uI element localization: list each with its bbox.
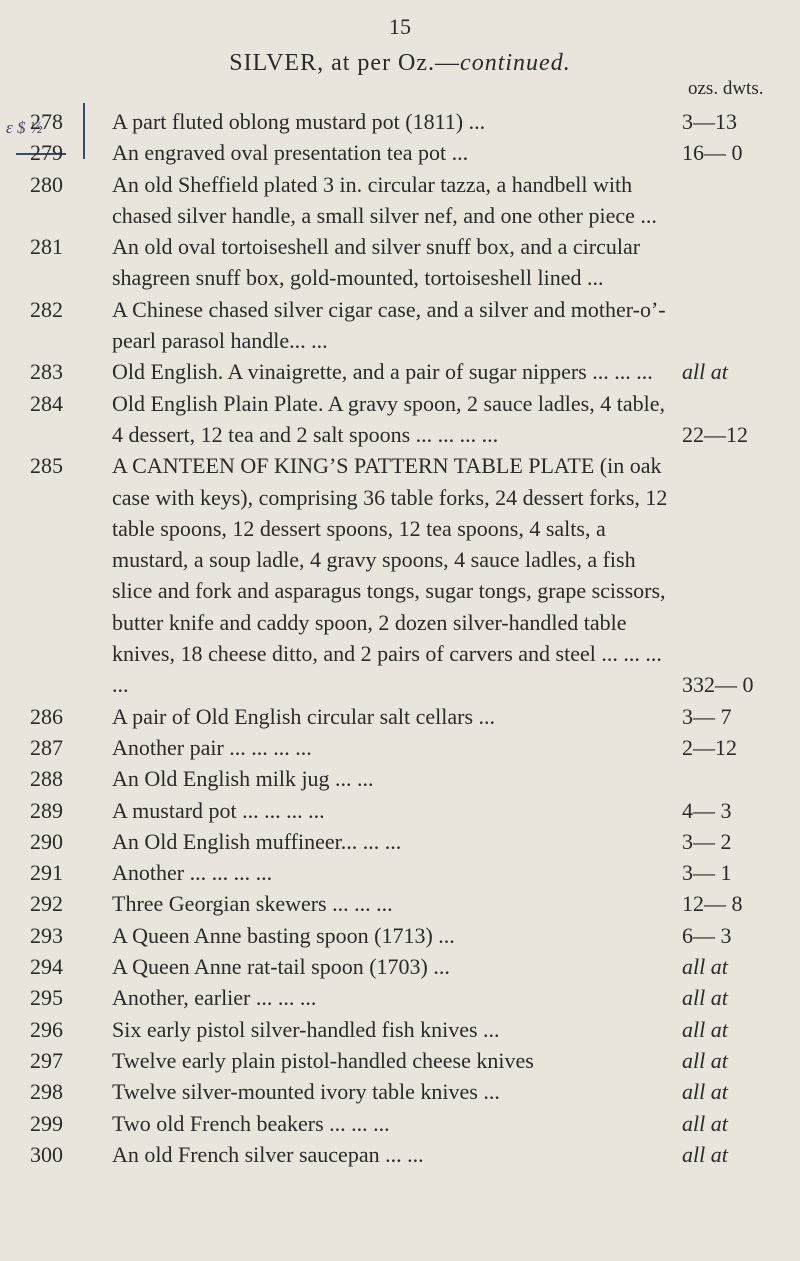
lot-description: Another, earlier ... ... ... [112, 985, 317, 1011]
lot-description: A mustard pot ... ... ... ... [112, 797, 325, 823]
lot-price: all at [682, 1110, 728, 1136]
lot-price: 3— 7 [682, 703, 732, 729]
column-header: ozs. dwts. [688, 78, 764, 99]
lot-row [0, 763, 800, 794]
lot-row [0, 1139, 800, 1170]
lot-number: 293 [30, 922, 63, 948]
lot-row [0, 388, 800, 451]
lot-row [0, 951, 800, 982]
lot-list [0, 106, 800, 1170]
lot-price: 3— 1 [682, 860, 732, 886]
lot-number: 278 [30, 109, 63, 134]
lot-row [0, 1014, 800, 1045]
lot-row [0, 356, 800, 387]
heading-continued: continued. [460, 50, 571, 76]
lot-description: A Queen Anne rat-tail spoon (1703) ... [112, 954, 450, 980]
lot-row [0, 137, 800, 168]
heading-main: SILVER, at per Oz.— [229, 50, 461, 76]
lot-row [0, 982, 800, 1013]
lot-price: 22—12 [682, 421, 748, 447]
lot-number: 291 [30, 860, 63, 886]
lot-price: all at [682, 1141, 728, 1167]
lot-number: 281 [30, 234, 63, 260]
lot-description: Twelve silver-mounted ivory table knives ... [112, 1079, 500, 1105]
lot-description: An old French silver saucepan ... ... [112, 1141, 424, 1167]
lot-row [0, 857, 800, 888]
page-heading [0, 50, 800, 77]
lot-description: An old Sheffield plated 3 in. circular tazza, a handbell with chased silver handle, a small silver nef, and one other piece ... [112, 171, 657, 228]
lot-row [0, 169, 800, 232]
lot-description: An engraved oval presentation tea pot ... [112, 140, 469, 166]
lot-number: 280 [30, 171, 63, 197]
lot-price: all at [682, 954, 728, 980]
lot-number: 296 [30, 1016, 63, 1042]
lot-price: all at [682, 1016, 728, 1042]
lot-row [0, 231, 800, 294]
lot-row [0, 1045, 800, 1076]
lot-description: Another ... ... ... ... [112, 860, 273, 886]
lot-price: 6— 3 [682, 922, 732, 948]
lot-number: 289 [30, 797, 63, 823]
lot-price: 12— 8 [682, 891, 743, 917]
lot-price: 16— 0 [682, 140, 743, 166]
lot-row [0, 920, 800, 951]
lot-description: Old English. A vinaigrette, and a pair of sugar nippers ... ... ... [112, 359, 653, 385]
lot-description: Two old French beakers ... ... ... [112, 1110, 390, 1136]
lot-price: 3— 2 [682, 828, 732, 854]
lot-price: 4— 3 [682, 797, 732, 823]
page-number: 15 [389, 14, 411, 39]
lot-row [0, 701, 800, 732]
lot-price: 3—13 [682, 109, 737, 134]
lot-row [0, 795, 800, 826]
lot-description: A pair of Old English circular salt cellars ... [112, 703, 496, 729]
lot-description: A Chinese chased silver cigar case, and a silver and mother-o’-pearl parasol handle... ... [112, 296, 666, 354]
lot-number: 282 [30, 296, 63, 322]
lot-number: 290 [30, 828, 63, 854]
lot-row [0, 732, 800, 763]
lot-description: Old English Plain Plate. A gravy spoon, 2 sauce ladles, 4 table, 4 dessert, 12 tea and 2 salt spoons ... ... ... ... [112, 390, 665, 447]
lot-description: Three Georgian skewers ... ... ... [112, 891, 393, 917]
lot-number: 297 [30, 1047, 63, 1073]
lot-description: An Old English muffineer... ... ... [112, 828, 402, 854]
lot-row [0, 294, 800, 357]
lot-number: 283 [30, 359, 63, 385]
lot-description: Twelve early plain pistol-handled cheese knives [112, 1047, 534, 1073]
lot-description: An Old English milk jug ... ... [112, 766, 374, 792]
lot-row [0, 826, 800, 857]
lot-row [0, 106, 800, 137]
lot-number: 295 [30, 985, 63, 1011]
lot-description: Six early pistol silver-handled fish knives ... [112, 1016, 500, 1042]
lot-number: 294 [30, 954, 63, 980]
lot-number: 298 [30, 1079, 63, 1105]
lot-description: A part fluted oblong mustard pot (1811) ... [112, 109, 486, 134]
lot-row [0, 888, 800, 919]
lot-description: A CANTEEN OF KING’S PATTERN TABLE PLATE (in oak case with keys), comprising 36 table forks, 24 dessert forks, 12 table spoons, 12 dessert spoons, 12 tea spoons, 4 salts, a mustard, a soup ladle, 4 gravy spoons, 4 sauce ladles, a fish slice and fork and asparagus tongs, sugar tongs, grape scissors, butter knife and caddy spoon, 2 dozen silver-handled table knives, 18 cheese ditto, and 2 pairs of carvers and steel ... ... ... ... [112, 453, 668, 698]
lot-description: Another pair ... ... ... ... [112, 734, 312, 760]
lot-row [0, 450, 800, 700]
lot-price: 2—12 [682, 734, 737, 760]
lot-number: 279 [30, 140, 63, 166]
lot-row [0, 1108, 800, 1139]
lot-number: 284 [30, 390, 63, 416]
lot-price: all at [682, 985, 728, 1011]
lot-number: 285 [30, 453, 63, 479]
pencil-annotation: ɛ $ ½ [6, 118, 43, 137]
lot-description: An old oval tortoiseshell and silver snuff box, and a circular shagreen snuff box, gold-mounted, tortoiseshell lined ... [112, 234, 641, 291]
lot-number: 292 [30, 891, 63, 917]
lot-number: 287 [30, 734, 63, 760]
lot-description: A Queen Anne basting spoon (1713) ... [112, 922, 455, 948]
lot-price: all at [682, 1079, 728, 1105]
lot-number: 299 [30, 1110, 63, 1136]
lot-price: 332— 0 [682, 672, 754, 698]
lot-price: all at [682, 359, 728, 385]
lot-number: 286 [30, 703, 63, 729]
lot-row [0, 1076, 800, 1107]
lot-price: all at [682, 1047, 728, 1073]
lot-number: 300 [30, 1141, 63, 1167]
lot-number: 288 [30, 766, 63, 792]
